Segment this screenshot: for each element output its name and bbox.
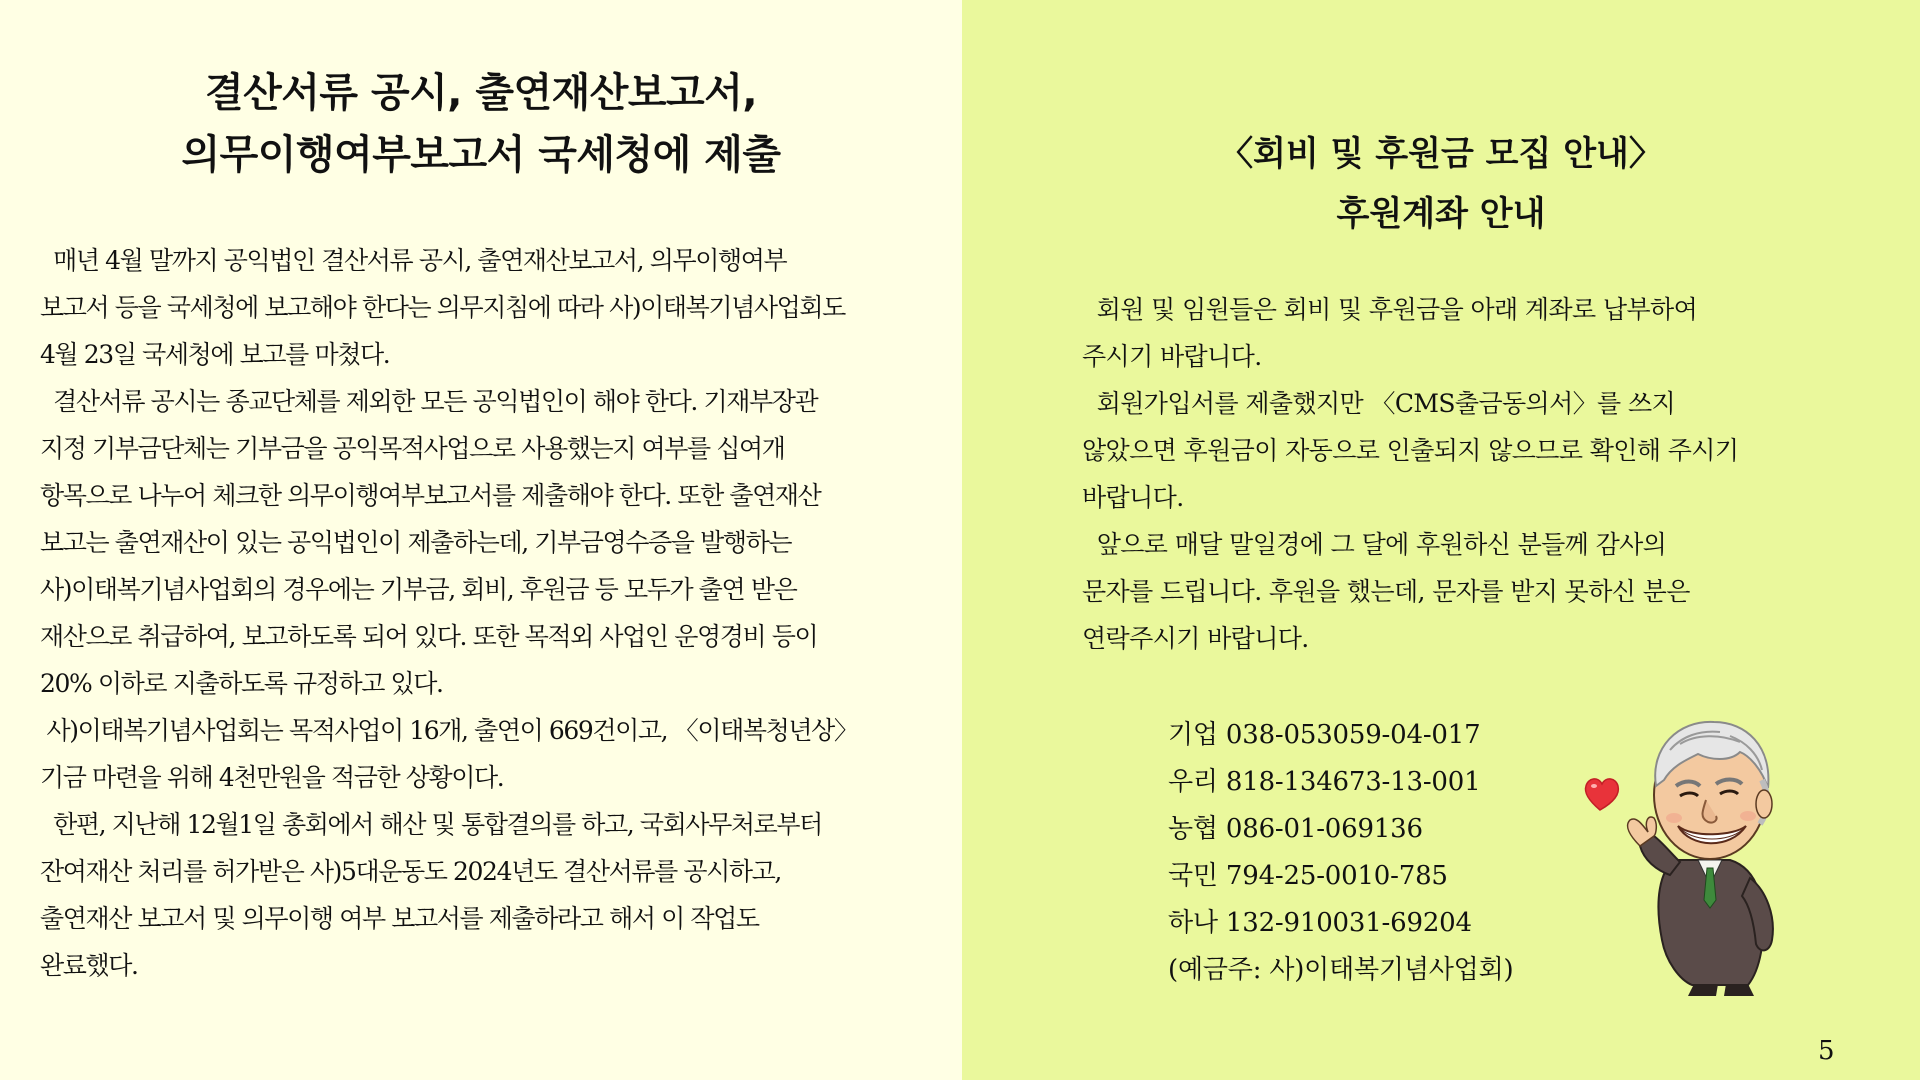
article-body (40, 237, 920, 989)
donation-title-line: 〈회비 및 후원금 모집 안내〉 (1219, 134, 1663, 174)
heart-icon (1586, 779, 1619, 810)
donation-line: 회원 및 임원들은 회비 및 후원금을 아래 계좌로 납부하여 (1082, 295, 1698, 324)
account-list (1168, 712, 1513, 994)
donation-body (1082, 286, 1862, 662)
donation-line: 앞으로 매달 말일경에 그 달에 후원하신 분들께 감사의 (1082, 530, 1667, 559)
donation-line: 연락주시기 바랍니다. (1082, 624, 1309, 653)
article-line: 보고서 등을 국세청에 보고해야 한다는 의무지침에 따라 사)이태복기념사업회도 (40, 293, 845, 322)
donation-line: 문자를 드립니다. 후원을 했는데, 문자를 받지 못하신 분은 (1082, 577, 1690, 606)
donation-line: 바랍니다. (1082, 483, 1184, 512)
article-line: 한편, 지난해 12월1일 총회에서 해산 및 통합결의를 하고, 국회사무처로부터 (40, 810, 822, 839)
article-title-line: 결산서류 공시, 출연재산보고서, (204, 70, 758, 116)
donation-subtitle: 후원계좌 안내 (1336, 194, 1546, 234)
caricature-illustration (1570, 700, 1810, 1000)
donation-line: 주시기 바랍니다. (1082, 342, 1262, 371)
article-line: 사)이태복기념사업회는 목적사업이 16개, 출연이 669건이고, 〈이태복청년상〉 (40, 716, 858, 745)
donation-line: 않았으면 후원금이 자동으로 인출되지 않으므로 확인해 주시기 (1082, 436, 1739, 465)
account-item: 농협 086-01-069136 (1168, 814, 1423, 844)
article-line: 매년 4월 말까지 공익법인 결산서류 공시, 출연재산보고서, 의무이행여부 (40, 246, 787, 275)
donation-title (962, 124, 1920, 244)
article-line: 재산으로 취급하여, 보고하도록 되어 있다. 또한 목적외 사업인 운영경비 등이 (40, 622, 818, 651)
page-number: 5 (1818, 1036, 1835, 1066)
article-line: 출연재산 보고서 및 의무이행 여부 보고서를 제출하라고 해서 이 작업도 (40, 904, 759, 933)
account-item: 국민 794-25-0010-785 (1168, 861, 1448, 891)
account-item: 우리 818-134673-13-001 (1168, 767, 1481, 797)
article-line: 사)이태복기념사업회의 경우에는 기부금, 회비, 후원금 등 모두가 출연 받은 (40, 575, 797, 604)
article-line: 기금 마련을 위해 4천만원을 적금한 상황이다. (40, 763, 504, 792)
donation-line: 회원가입서를 제출했지만 〈CMS출금동의서〉를 쓰지 (1082, 389, 1676, 418)
article-line: 항목으로 나누어 체크한 의무이행여부보고서를 제출해야 한다. 또한 출연재산 (40, 481, 821, 510)
article-line: 보고는 출연재산이 있는 공익법인이 제출하는데, 기부금영수증을 발행하는 (40, 528, 792, 557)
article-title-line: 의무이행여부보고서 국세청에 제출 (181, 132, 781, 178)
article-line: 완료했다. (40, 951, 138, 980)
article-line: 잔여재산 처리를 허가받은 사)5대운동도 2024년도 결산서류를 공시하고, (40, 857, 781, 886)
article-line: 20% 이하로 지출하도록 규정하고 있다. (40, 669, 443, 698)
article-line: 지정 기부금단체는 기부금을 공익목적사업으로 사용했는지 여부를 십여개 (40, 434, 785, 463)
article-line: 4월 23일 국세청에 보고를 마쳤다. (40, 340, 390, 369)
account-item: 하나 132-910031-69204 (1168, 908, 1472, 938)
account-item: 기업 038-053059-04-017 (1168, 720, 1481, 750)
account-holder: (예금주: 사)이태복기념사업회) (1168, 955, 1514, 985)
article-title (0, 62, 962, 186)
article-line: 결산서류 공시는 종교단체를 제외한 모든 공익법인이 해야 한다. 기재부장관 (40, 387, 818, 416)
